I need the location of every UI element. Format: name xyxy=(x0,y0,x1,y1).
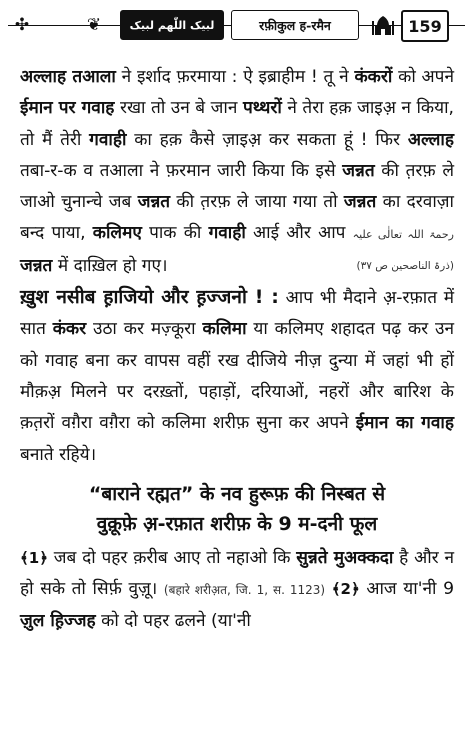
text-segment: का हक़ कैसे ज़ाइअ़ कर सकता हूं ! फिर xyxy=(126,129,408,150)
page-number: 159 xyxy=(401,10,449,42)
point-1 xyxy=(20,543,454,638)
text-segment: ज़ुल ह़िज्जह xyxy=(20,611,96,632)
text-segment: कंकर xyxy=(52,319,87,340)
text-segment: सुन्नते मुअक्कदा xyxy=(296,547,394,568)
text-segment: को दो पहर ढलने (या'नी xyxy=(95,611,251,632)
text-segment: बनाते रहिये। xyxy=(20,444,97,465)
text-segment: अल्लाह तआला xyxy=(20,67,116,87)
text-segment: जन्नत xyxy=(343,192,377,213)
text-segment: जन्नत xyxy=(137,192,171,213)
text-segment: का दरवाज़ा बन्द पाया, xyxy=(20,192,454,244)
text-segment: कलिमए xyxy=(92,223,142,244)
paragraph-2 xyxy=(20,282,454,471)
ornament-icon: ❦ xyxy=(86,15,102,35)
text-segment: पथ्थरों xyxy=(242,98,282,119)
text-segment: आज या'नी 9 xyxy=(359,579,455,600)
point-number: ﴾2﴿ xyxy=(331,580,360,599)
text-segment: ईमान का गवाह xyxy=(355,413,454,434)
page-header xyxy=(8,8,465,42)
text-segment: जन्नत xyxy=(342,160,375,181)
text-segment: ने इर्शाद फ़रमाया : ऐ इब्राहीम ! तू ने xyxy=(115,67,355,87)
left-ornament-icon: ✣ xyxy=(14,15,30,35)
text-segment: कलिमा xyxy=(202,319,247,340)
mosque-icon xyxy=(371,13,395,37)
text-segment: की त़रफ़ ले जाओ चुनान्चे जब xyxy=(20,160,454,213)
text-segment: रखा तो उन बे जान xyxy=(114,98,243,119)
paragraph-1 xyxy=(20,62,454,282)
text-segment: पाक की xyxy=(141,223,209,244)
page-content xyxy=(20,62,454,638)
text-segment: है और न हो सके तो सिर्फ़ वुज़ू। xyxy=(20,547,454,600)
subheading-line-2: वुक़ूफ़े अ़-रफ़ात शरीफ़ के 9 म-दनी फूल xyxy=(96,512,378,535)
text-segment: आप भी मैदाने अ़-रफ़ात में सात xyxy=(20,288,455,340)
section-heading: ख़ुश नसीब ह़ाजियो और ह़ज्जनो ! : xyxy=(20,286,279,309)
text-segment: की त़रफ़ ले जाया गया तो xyxy=(170,192,344,213)
text-segment: कंकरों xyxy=(354,67,393,87)
text-segment: जन्नत xyxy=(20,255,53,276)
reference-citation: (बहारे शरीअ़त, जि. 1, स. 1123) xyxy=(163,583,326,598)
salutation-text: رحمۃ اللہ تعالٰی علیہ xyxy=(352,228,454,242)
reference-citation: (ذرۃ الناصحین ص ۳۷) xyxy=(356,259,454,272)
header-labbaik: لبیک اللّٰھم لبیک xyxy=(120,10,224,40)
text-segment: अल्लाह xyxy=(407,129,454,150)
subheading-line-1: “बाराने रह्मत” के नव हुरूफ़ की निस्बत से xyxy=(88,482,386,505)
text-segment: को अपने xyxy=(392,67,454,87)
text-segment: गवाही xyxy=(89,129,127,150)
header-title: रफ़ीकुल ह-रमैन xyxy=(231,10,359,40)
text-segment: या कलिमए शहादत पढ़ कर उन को गवाह बना कर वापस वहीं रख दीजिये नीज़ दुन्या में जहां भी हों मौक़अ़ मिलने पर दरख़्तों, पहाड़ों, दरियाओं, नहरों और बारिश के क़त़रों वग़ैरा वग़ैरा को कलिमा शरीफ़ सुना कर अपने xyxy=(20,319,454,434)
text-segment: जब दो पहर क़रीब आए तो नहाओ कि xyxy=(48,547,297,568)
point-number: ﴾1﴿ xyxy=(20,548,49,567)
text-segment: में दाख़िल हो गए। xyxy=(52,255,168,276)
text-segment: ईमान पर गवाह xyxy=(20,98,115,119)
text-segment: ने तेरा हक़ जाइअ़ न किया, तो मैं तेरी xyxy=(20,98,455,150)
text-segment: गवाही xyxy=(208,223,246,244)
text-segment: उठा कर मज़्कूरा xyxy=(86,319,203,340)
text-segment: तबा-र-क व तआला ने फ़रमान जारी किया कि इसे xyxy=(20,160,343,181)
text-segment: आई और आप xyxy=(245,223,353,244)
subheading xyxy=(20,479,454,539)
